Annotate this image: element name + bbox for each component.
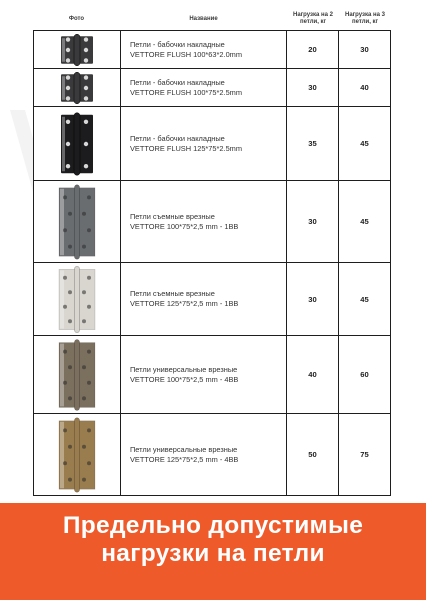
- product-photo: [34, 107, 121, 181]
- load-3-value: 45: [339, 181, 391, 263]
- product-name: [121, 414, 287, 496]
- load-3-value: 30: [339, 31, 391, 69]
- product-name-line-2: VETTORE FLUSH 100*75*2.5mm: [130, 87, 242, 97]
- header-load-3: Нагрузка на 3 петли, кг: [345, 11, 385, 25]
- product-name-line-2: VETTORE 125*75*2,5 mm - 1BB: [130, 299, 239, 308]
- product-name-line-1: Петли съемные врезные: [130, 289, 215, 298]
- header-load-2: Нагрузка на 2 петли, кг: [293, 11, 333, 25]
- hinge-universal-antique-brass-icon: [47, 417, 107, 493]
- load-2-value: 40: [287, 336, 339, 414]
- table-row: [34, 336, 391, 414]
- table-body: [33, 30, 391, 496]
- table-header: [33, 8, 391, 30]
- banner-line-1: Предельно допустимые: [62, 512, 364, 539]
- hinge-removable-graphite-icon: [47, 184, 107, 260]
- load-3-value: 60: [339, 336, 391, 414]
- header-photo: Фото: [68, 16, 85, 22]
- hinge-butterfly-black-icon: [47, 110, 107, 178]
- hinge-butterfly-dark-icon: [47, 34, 107, 66]
- load-3-value: 75: [339, 414, 391, 496]
- hinge-removable-silver-icon: [47, 266, 107, 333]
- table-row: [34, 181, 391, 263]
- load-2-value: 30: [287, 69, 339, 107]
- product-photo: [34, 69, 121, 107]
- table-row: [34, 69, 391, 107]
- banner-line-2: нагрузки на петли: [101, 540, 325, 567]
- product-name-line-1: Петли съемные врезные: [130, 211, 215, 221]
- product-name: [121, 31, 287, 69]
- hinge-load-table: [33, 8, 391, 496]
- table-row: [34, 31, 391, 69]
- banner-title: [0, 512, 426, 568]
- product-name: [121, 107, 287, 181]
- product-photo: [34, 181, 121, 263]
- banner: [0, 503, 426, 600]
- hinge-universal-bronze-icon: [47, 339, 107, 411]
- load-2-value: 35: [287, 107, 339, 181]
- product-name-line-2: VETTORE 125*75*2,5 mm - 4BB: [130, 454, 239, 464]
- product-name: [121, 336, 287, 414]
- hinge-butterfly-dark-icon: [47, 72, 107, 104]
- product-name-line-1: Петли - бабочки накладные: [130, 39, 225, 49]
- load-2-value: 30: [287, 263, 339, 336]
- product-photo: [34, 263, 121, 336]
- load-2-value: 30: [287, 181, 339, 263]
- table-row: [34, 263, 391, 336]
- product-name-line-1: Петли универсальные врезные: [130, 444, 238, 454]
- product-name: [121, 181, 287, 263]
- product-photo: [34, 414, 121, 496]
- table-row: [34, 107, 391, 181]
- product-name-line-1: Петли универсальные врезные: [130, 364, 238, 374]
- product-name-line-2: VETTORE FLUSH 100*63*2.0mm: [130, 49, 242, 59]
- load-3-value: 45: [339, 107, 391, 181]
- product-name-line-2: VETTORE 100*75*2,5 mm - 4BB: [130, 374, 239, 384]
- load-2-value: 20: [287, 31, 339, 69]
- product-name: [121, 69, 287, 107]
- table-row: [34, 414, 391, 496]
- header-name: Название: [189, 16, 218, 22]
- product-name-line-2: VETTORE FLUSH 125*75*2.5mm: [130, 143, 242, 153]
- product-name-line-1: Петли - бабочки накладные: [130, 133, 225, 143]
- product-name-line-1: Петли - бабочки накладные: [130, 77, 225, 87]
- product-name-line-2: VETTORE 100*75*2,5 mm - 1BB: [130, 221, 239, 231]
- product-photo: [34, 336, 121, 414]
- product-name: [121, 263, 287, 336]
- product-photo: [34, 31, 121, 69]
- load-3-value: 45: [339, 263, 391, 336]
- load-2-value: 50: [287, 414, 339, 496]
- load-3-value: 40: [339, 69, 391, 107]
